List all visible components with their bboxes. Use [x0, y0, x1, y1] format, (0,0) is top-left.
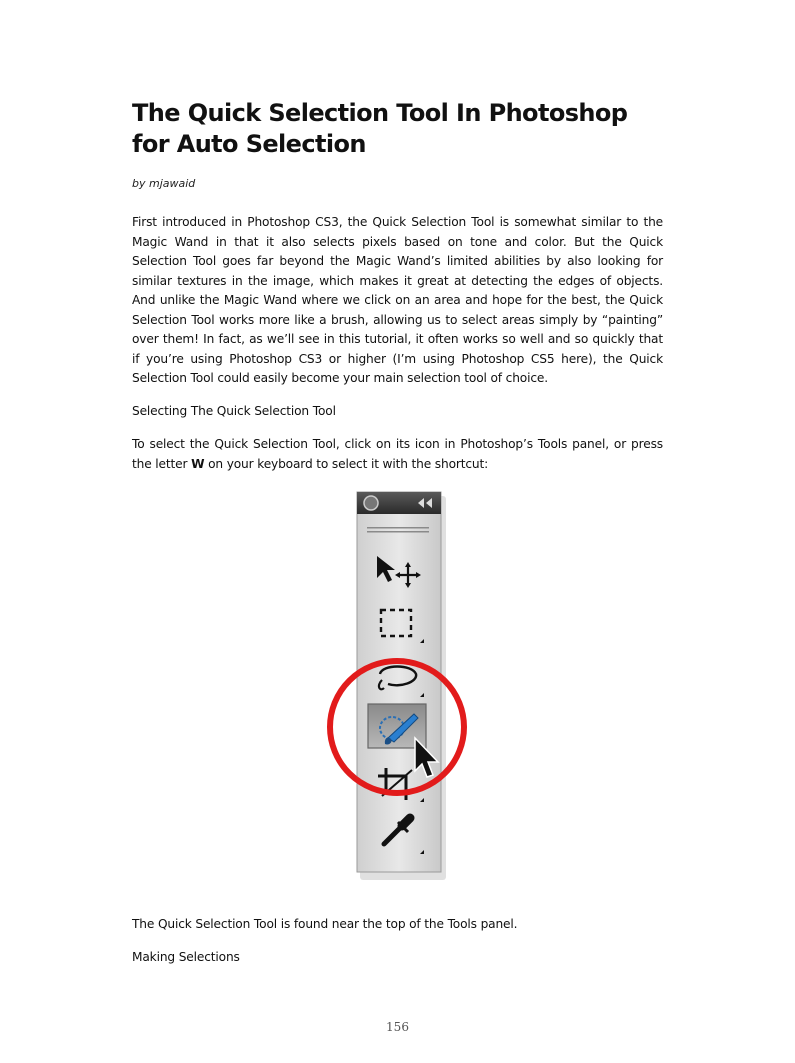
intro-paragraph: First introduced in Photoshop CS3, the Quick Selection Tool is somewhat similar to the Magic Wand in that it also selects pixels based on tone and color. But the Quick Selection Tool goes far beyond the Magic Wand’s limited abilities by also looking for similar textures in the image, which makes it great at detecting the edges of objects. And unlike the Magic Wand where we click on an area and hope for the best, the Quick Selection Tool works more like a brush, allowing us to select areas simply by “painting” over them! In fact, as we’ll see in this tutorial, it often works so well and so quickly that if you’re using Photoshop CS3 or higher (I’m using Photoshop CS5 here), the Quick Selection Tool could easily become your main selection tool of choice.: [132, 215, 663, 385]
page-number: 156: [386, 1020, 409, 1034]
instruction-text-before: To select the Quick Selection Tool, click on its icon in Photoshop’s Tools panel, or press the letter: [132, 437, 663, 471]
section-heading-making: Making Selections: [132, 950, 240, 964]
section-heading-selecting: Selecting The Quick Selection Tool: [132, 404, 336, 418]
byline: by mjawaid: [132, 177, 196, 190]
panel-close-icon[interactable]: [364, 496, 378, 510]
page-title: The Quick Selection Tool In Photoshop for Auto Selection: [132, 99, 628, 158]
instruction-text-after: on your keyboard to select it with the shortcut:: [204, 456, 489, 471]
tools-panel: [357, 492, 441, 872]
tools-panel-image: [322, 488, 472, 880]
shortcut-key: W: [191, 456, 205, 471]
figure-caption: The Quick Selection Tool is found near the top of the Tools panel.: [132, 917, 518, 931]
instruction-paragraph: [132, 435, 663, 474]
tools-panel-figure: [322, 488, 472, 880]
